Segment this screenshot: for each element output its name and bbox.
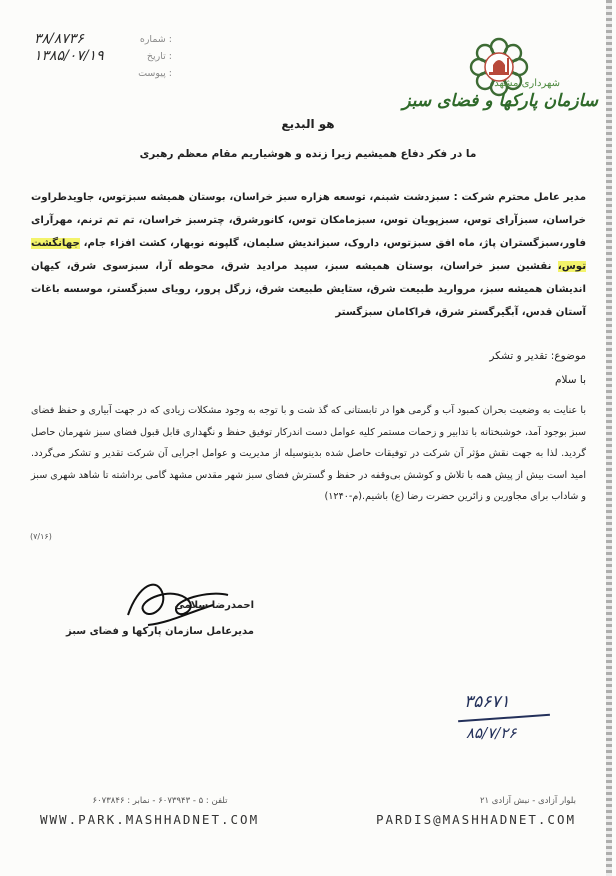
- letter-ref-note: (۷/۱۶): [30, 532, 52, 541]
- letter-motto: ما در فکر دفاع همیشیم زیرا زنده و هوشیاریم مقام معظم رهبری: [139, 148, 477, 160]
- org-name-label: سازمان پارکها و فضای سبز: [402, 91, 598, 111]
- recipients-text-before: مدیر عامل محترم شرکت : سبزدشت شبنم، توسعه هزاره سبز خراسان، بوستان همیشه سبزتوس، جاویدطراوت خراسان، سبزآرای توس، سبزپویان توس، سبزمامکان توس، کانورشرق، چترسبز خراسان، تم تم ترنم، مهرآرای فاور،سبزگستران پاژ، ماه افق سبزتوس، داروک، سبزاندیش سلیمان، گلپونه نوبهار، کشت افزاء جام،: [31, 192, 586, 249]
- number-value: ۳۸/۸۷۳۶: [34, 31, 84, 47]
- letter-title: هو البدیع: [281, 117, 335, 131]
- letter-meta: [30, 31, 180, 85]
- footer-email: PARDIS@MASHHADNET.COM: [375, 812, 576, 827]
- attachment-row: [30, 68, 180, 85]
- footer-address: بلوار آزادی - نبش آزادی ۲۱: [479, 796, 576, 806]
- letter-body: [31, 400, 586, 508]
- letter-greeting: با سلام: [554, 374, 586, 386]
- date-row: [30, 48, 180, 68]
- recipients-text-after: نقشین سبز خراسان، بوستان همیشه سبز، سپید مرادید شرق، محوطه آرا، سبزسوی شرق، کیهان اندیشان همیشه سبز، مروارید طبیعت شرق، ستایش طبیعت شرق، زرگل پرور، رویای سبزگستر، موسسه باغات آستان قدس، آبگیرگستر شرق، فراکامان سبزگستر: [31, 261, 586, 318]
- recipients-block: [31, 186, 586, 324]
- attachment-label: : پیوست: [138, 68, 172, 79]
- signer-name: احمدرضا سلامی: [174, 600, 254, 611]
- stamp-date: ۸۵/۷/۲۶: [466, 724, 517, 742]
- recipient-highlight: جهانگشت توس،: [31, 238, 587, 272]
- page-edge-decoration: [606, 0, 612, 876]
- org-name-block: [398, 78, 598, 111]
- date-value: ۱۳۸۵/۰۷/۱۹: [34, 48, 104, 64]
- number-label: : شماره: [139, 34, 172, 45]
- signer-title: مدیرعامل سازمان پارکها و فضای سبز: [66, 626, 254, 637]
- footer-phone: تلفن : ۵ - ۶۰۷۳۹۴۳ - نمابر : ۶۰۷۳۸۴۶: [92, 796, 228, 806]
- stamp-number: ۳۵۶۷۱: [464, 692, 510, 712]
- stamp-underline: [458, 714, 550, 722]
- footer-website: WWW.PARK.MASHHADNET.COM: [40, 812, 260, 827]
- org-sub-label: شهرداری مشهد: [494, 78, 560, 89]
- footer-left: [40, 796, 280, 827]
- date-label: : تاریخ: [146, 51, 172, 62]
- footer-right: [316, 796, 576, 827]
- received-stamp: [456, 692, 576, 762]
- letter-subject: موضوع: تقدیر و تشکر: [489, 350, 586, 362]
- letter-body-paragraph: با عنایت به وضعیت بحران کمبود آب و گرمی هوا در تابستانی که گذ شت و با توجه به وجود مشکلات زیادی که در جهت آبیاری و حفظ فضای سبز بوجود آمد، خوشبختانه با تدابیر و زحمات مستمر کلیه عوامل دست اندرکار توفیق حفظ و نگهداری قابل قبول فضای سبز شهرمان حاصل گردید. لذا به جهت نقش مؤثر آن شرکت در توفیقات حاصل شده بدینوسیله از مدیریت و عوامل اجرایی آن شرکت تقدیر و تشکر می‌گردد. امید است بیش از پیش همه با تلاش و کوشش بی‌وقفه در حفظ و گسترش فضای سبز شهر مقدس مشهد گامی برداشته تا شاهد شهری سبز و شاداب برای مجاورین و زائرین حضرت رضا (ع) باشیم.(م-۱۲۴۰): [31, 405, 586, 502]
